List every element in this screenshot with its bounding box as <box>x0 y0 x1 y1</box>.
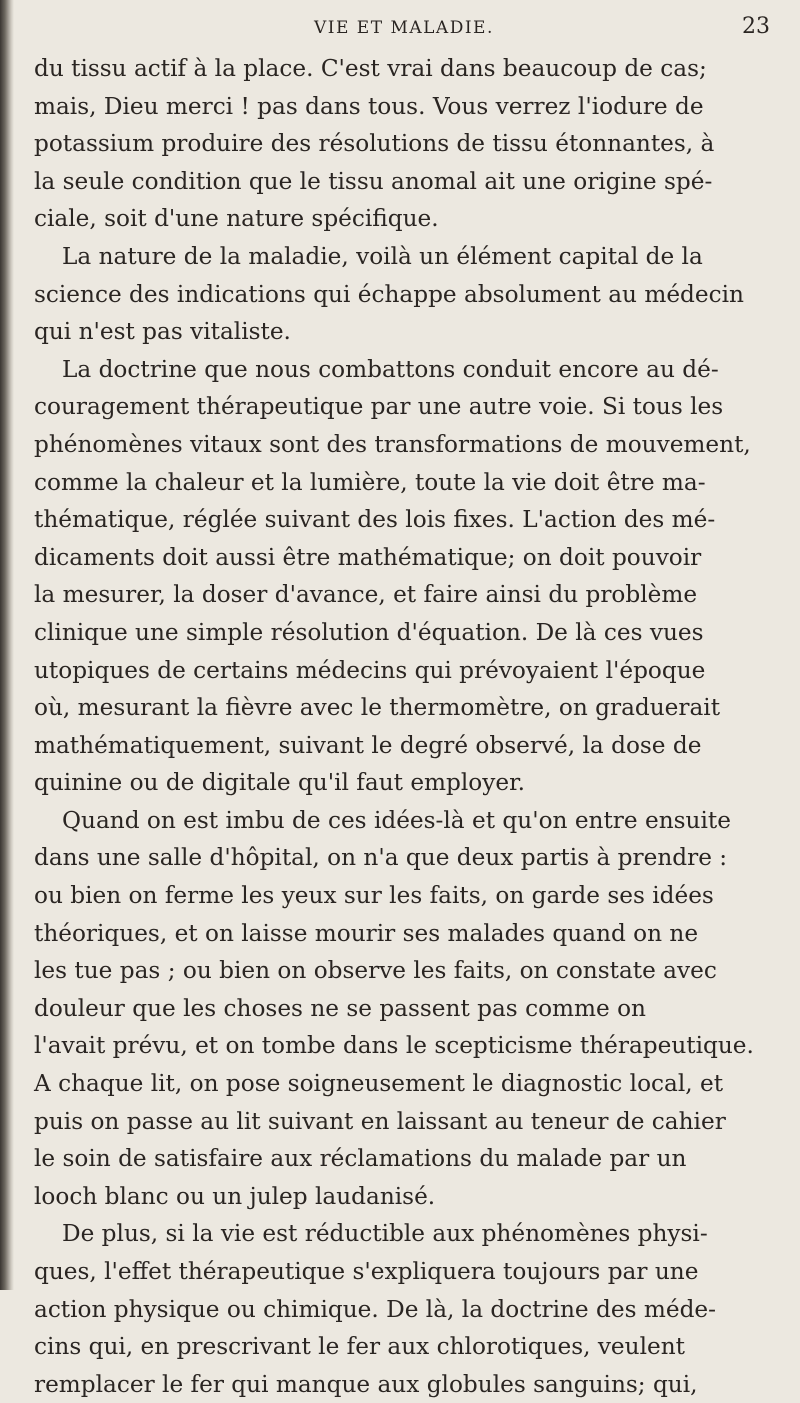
text-line: dans une salle d'hôpital, on n'a que deux partis à prendre : <box>34 844 728 872</box>
text-line: action physique ou chimique. De là, la doctrine des méde- <box>34 1295 716 1323</box>
text-line: La doctrine que nous combattons conduit encore au dé- <box>62 355 719 383</box>
text-line: remplacer le fer qui manque aux globules sanguins; qui, <box>34 1370 698 1398</box>
text-line: thématique, réglée suivant des lois fixes. L'action des mé- <box>34 506 716 534</box>
text-line: l'avait prévu, et on tombe dans le scepticisme thérapeutique. <box>34 1032 754 1060</box>
text-line: quinine ou de digitale qu'il faut employer. <box>34 769 525 797</box>
text-line: mathématiquement, suivant le degré observé, la dose de <box>34 731 702 759</box>
text-line: la mesurer, la doser d'avance, et faire ainsi du problème <box>34 581 698 609</box>
text-line: la seule condition que le tissu anomal ait une origine spé- <box>34 167 713 195</box>
text-line: qui n'est pas vitaliste. <box>34 318 291 346</box>
running-head <box>34 14 782 48</box>
text-line: looch blanc ou un julep laudanisé. <box>34 1182 436 1210</box>
paragraph-5 <box>34 1215 782 1403</box>
paragraph-2 <box>34 238 782 351</box>
text-line: les tue pas ; ou bien on observe les faits, on constate avec <box>34 957 717 985</box>
text-line: ciale, soit d'une nature spécifique. <box>34 205 439 233</box>
text-line: clinique une simple résolution d'équation. De là ces vues <box>34 618 704 646</box>
text-line: cins qui, en prescrivant le fer aux chlorotiques, veulent <box>34 1333 685 1361</box>
text-line: le soin de satisfaire aux réclamations du malade par un <box>34 1145 687 1173</box>
paragraph-3 <box>34 351 782 802</box>
text-line: potassium produire des résolutions de tissu étonnantes, à <box>34 130 715 158</box>
text-line: De plus, si la vie est réductible aux phénomènes physi- <box>62 1220 708 1248</box>
text-line: La nature de la maladie, voilà un élément capital de la <box>62 242 703 270</box>
text-line: où, mesurant la fièvre avec le thermomètre, on graduerait <box>34 694 721 722</box>
text-line: Quand on est imbu de ces idées-là et qu'on entre ensuite <box>62 806 731 834</box>
text-line: dicaments doit aussi être mathématique; on doit pouvoir <box>34 543 702 571</box>
text-line: science des indications qui échappe absolument au médecin <box>34 280 744 308</box>
text-line: couragement thérapeutique par une autre voie. Si tous les <box>34 393 724 421</box>
text-line: douleur que les choses ne se passent pas comme on <box>34 994 646 1022</box>
paragraph-1 <box>34 50 782 238</box>
paragraph-4 <box>34 802 782 1216</box>
binding-edge <box>0 0 14 1290</box>
body-text <box>34 50 782 1403</box>
running-title: VIE ET MALADIE. <box>314 18 494 38</box>
text-line: du tissu actif à la place. C'est vrai dans beaucoup de cas; <box>34 55 707 82</box>
text-line: comme la chaleur et la lumière, toute la vie doit être ma- <box>34 468 706 496</box>
text-line: ou bien on ferme les yeux sur les faits, on garde ses idées <box>34 882 714 910</box>
text-line: utopiques de certains médecins qui prévoyaient l'époque <box>34 656 706 684</box>
text-line: A chaque lit, on pose soigneusement le diagnostic local, et <box>34 1070 724 1098</box>
text-line: puis on passe au lit suivant en laissant au teneur de cahier <box>34 1107 726 1135</box>
page-number: 23 <box>742 14 770 39</box>
text-line: phénomènes vitaux sont des transformations de mouvement, <box>34 430 751 458</box>
book-page <box>34 14 782 1398</box>
text-line: théoriques, et on laisse mourir ses malades quand on ne <box>34 919 699 947</box>
text-line: ques, l'effet thérapeutique s'expliquera toujours par une <box>34 1258 699 1285</box>
text-line: mais, Dieu merci ! pas dans tous. Vous verrez l'iodure de <box>34 92 704 120</box>
